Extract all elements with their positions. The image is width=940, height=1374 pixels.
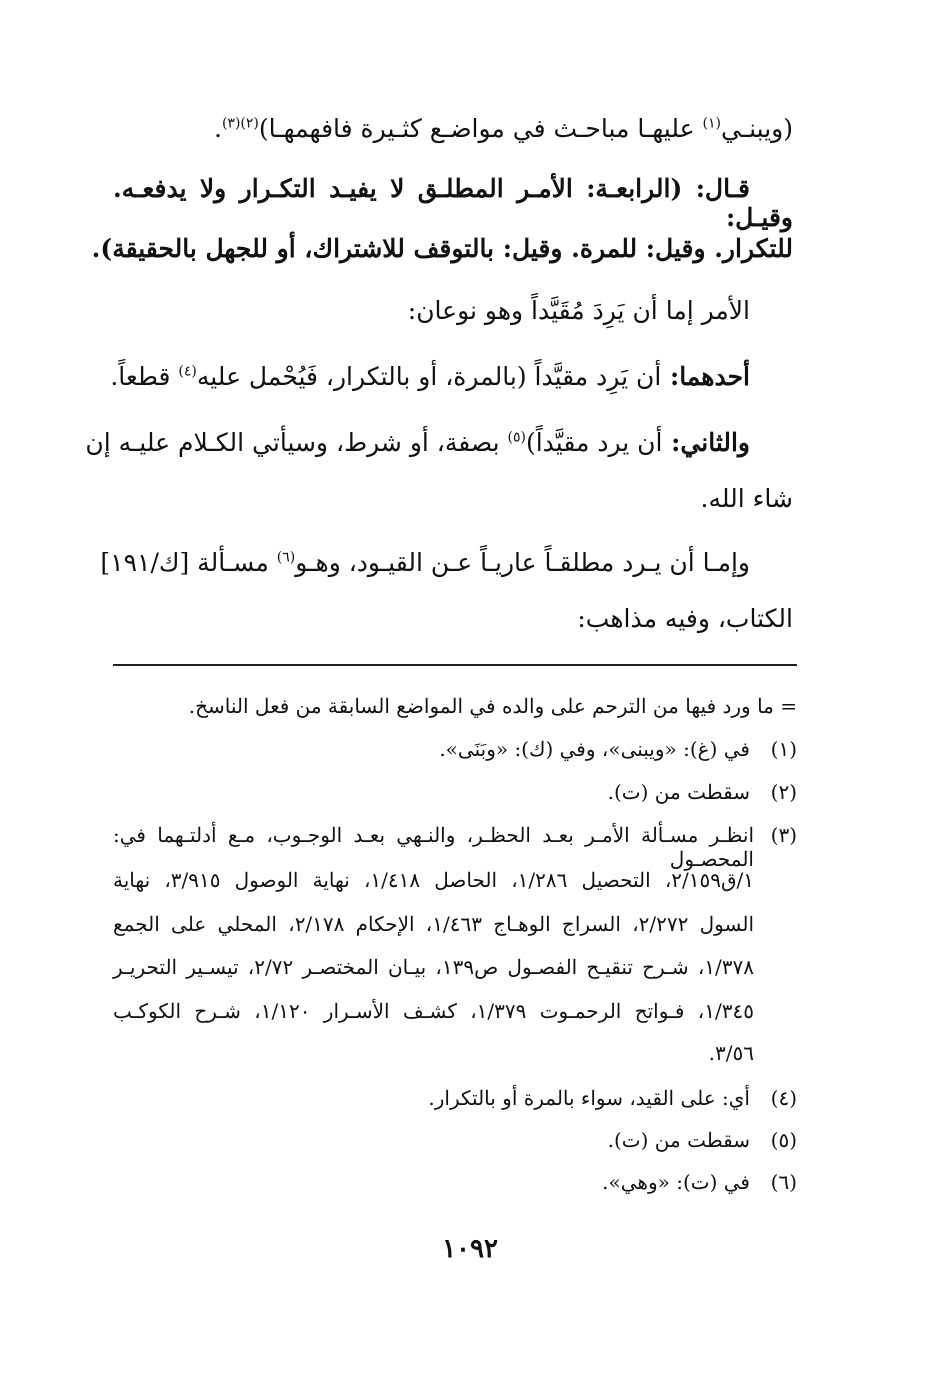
footnote-number: (٣): [770, 823, 797, 847]
text-span: الأمر إما أن يَرِدَ مُقَيَّداً وهو نوعان:: [407, 296, 750, 325]
text-span: بصفة، أو شرط، وسيأتي الكـلام عليـه إن: [85, 428, 508, 457]
ahad-label: أحدهما:: [661, 362, 750, 391]
footnote-text: أي: على القيد، سواء بالمرة أو بالتكرار.: [428, 1086, 750, 1110]
text-span: وإمـا أن يـرد مطلقـاً عاريـاً عـن القيـود، وهـو: [295, 548, 750, 577]
text-span: (ويبنـي: [720, 114, 793, 143]
text-span: مسـألة [ك/١٩١]: [100, 548, 277, 577]
footnote-continuation: [189, 694, 797, 718]
text-span: الكتاب، وفيه مذاهب:: [577, 604, 793, 633]
body-line-1: [113, 114, 793, 143]
thani-label: والثاني:: [662, 428, 750, 457]
footnote-number: (٦): [770, 1170, 797, 1194]
footnote-text: ١/ق٢/١٥٩، التحصيل ١/٢٨٦، الحاصل ١/٤١٨، نهاية الوصول ٣/٩١٥، نهاية: [113, 868, 755, 892]
footnote-text: = ما ورد فيها من الترحم على والده في المواضع السابقة من فعل الناسخ.: [188, 694, 797, 718]
body-line-qal: [113, 174, 793, 232]
body-line-amr: [113, 296, 750, 325]
footnote-ref: (٥): [507, 429, 526, 446]
footnote-text: سقطت من (ت).: [607, 1128, 750, 1152]
footnote-number: (١): [770, 737, 797, 761]
footnote-text: السول ٢/٢٧٢، السراج الوهـاج ١/٤٦٣، الإحكام ٢/١٧٨، المحلي على الجمع: [113, 912, 755, 936]
body-line-imma: [100, 548, 750, 577]
body-line-thani: [85, 428, 750, 457]
footnote-divider: [113, 664, 797, 666]
footnote-ref: (١): [702, 115, 721, 132]
body-line-ahad: [110, 362, 750, 391]
footnote-ref: (٤): [178, 363, 197, 380]
text-span: عليهـا مباحـث في مواضـع كثـيرة فافهمهـا): [258, 114, 703, 143]
footnote-text: انظـر مسـألة الأمـر بعـد الحظـر، والنـهي بعـد الوجـوب، مـع أدلتـهما في: المحصـول: [113, 823, 754, 871]
footnote-number: (٤): [770, 1086, 797, 1110]
body-line-qal-2: [91, 234, 793, 263]
page-number: ١٠٩٢: [442, 1234, 498, 1264]
text-span: أن يَرِد مقيَّداً (بالمرة، أو بالتكرار، فَيُحْمل عليه: [196, 362, 662, 391]
footnote-ref: (٦): [276, 549, 296, 566]
text-span: .: [214, 114, 222, 143]
footnote-text: في (ت): «وهي».: [602, 1170, 750, 1194]
footnote-text: في (غ): «ويبنى»، وفي (ك): «وبَنَى».: [439, 737, 750, 761]
qal-label: قـال:: [682, 174, 750, 203]
footnote-number: (٢): [770, 780, 797, 804]
footnote-text: ١/٣٤٥، فـواتح الرحمـوت ١/٣٧٩، كشـف الأسـرار ١/١٢٠، شـرح الكوكـب: [113, 999, 754, 1023]
text-span: أن يرد مقيَّداً): [525, 428, 663, 457]
footnote-text: سقطت من (ت).: [607, 780, 750, 804]
text-span: قطعاً.: [110, 362, 179, 391]
quoted-text: للتكرار. وقيل: للمرة. وقيل: بالتوقف للاشتراك، أو للجهل بالحقيقة).: [91, 234, 793, 263]
footnote-number: (٥): [770, 1128, 797, 1152]
footnote-text: ١/٣٧٨، شـرح تنقيـح الفصـول ص١٣٩، بيـان المختصـر ٢/٧٢، تيسـير التحريـر: [113, 955, 755, 979]
text-span: شاء الله.: [700, 484, 793, 513]
footnote-text: ٣/٥٦.: [708, 1041, 754, 1065]
footnote-ref: (٢)(٣): [221, 115, 259, 132]
body-line-imma-2: [113, 604, 793, 633]
quoted-text: (الرابعـة: الأمـر المطلـق لا يفيـد التكـرار ولا يدفعـه. وقيـل:: [113, 174, 793, 232]
body-line-thani-2: [113, 484, 793, 513]
